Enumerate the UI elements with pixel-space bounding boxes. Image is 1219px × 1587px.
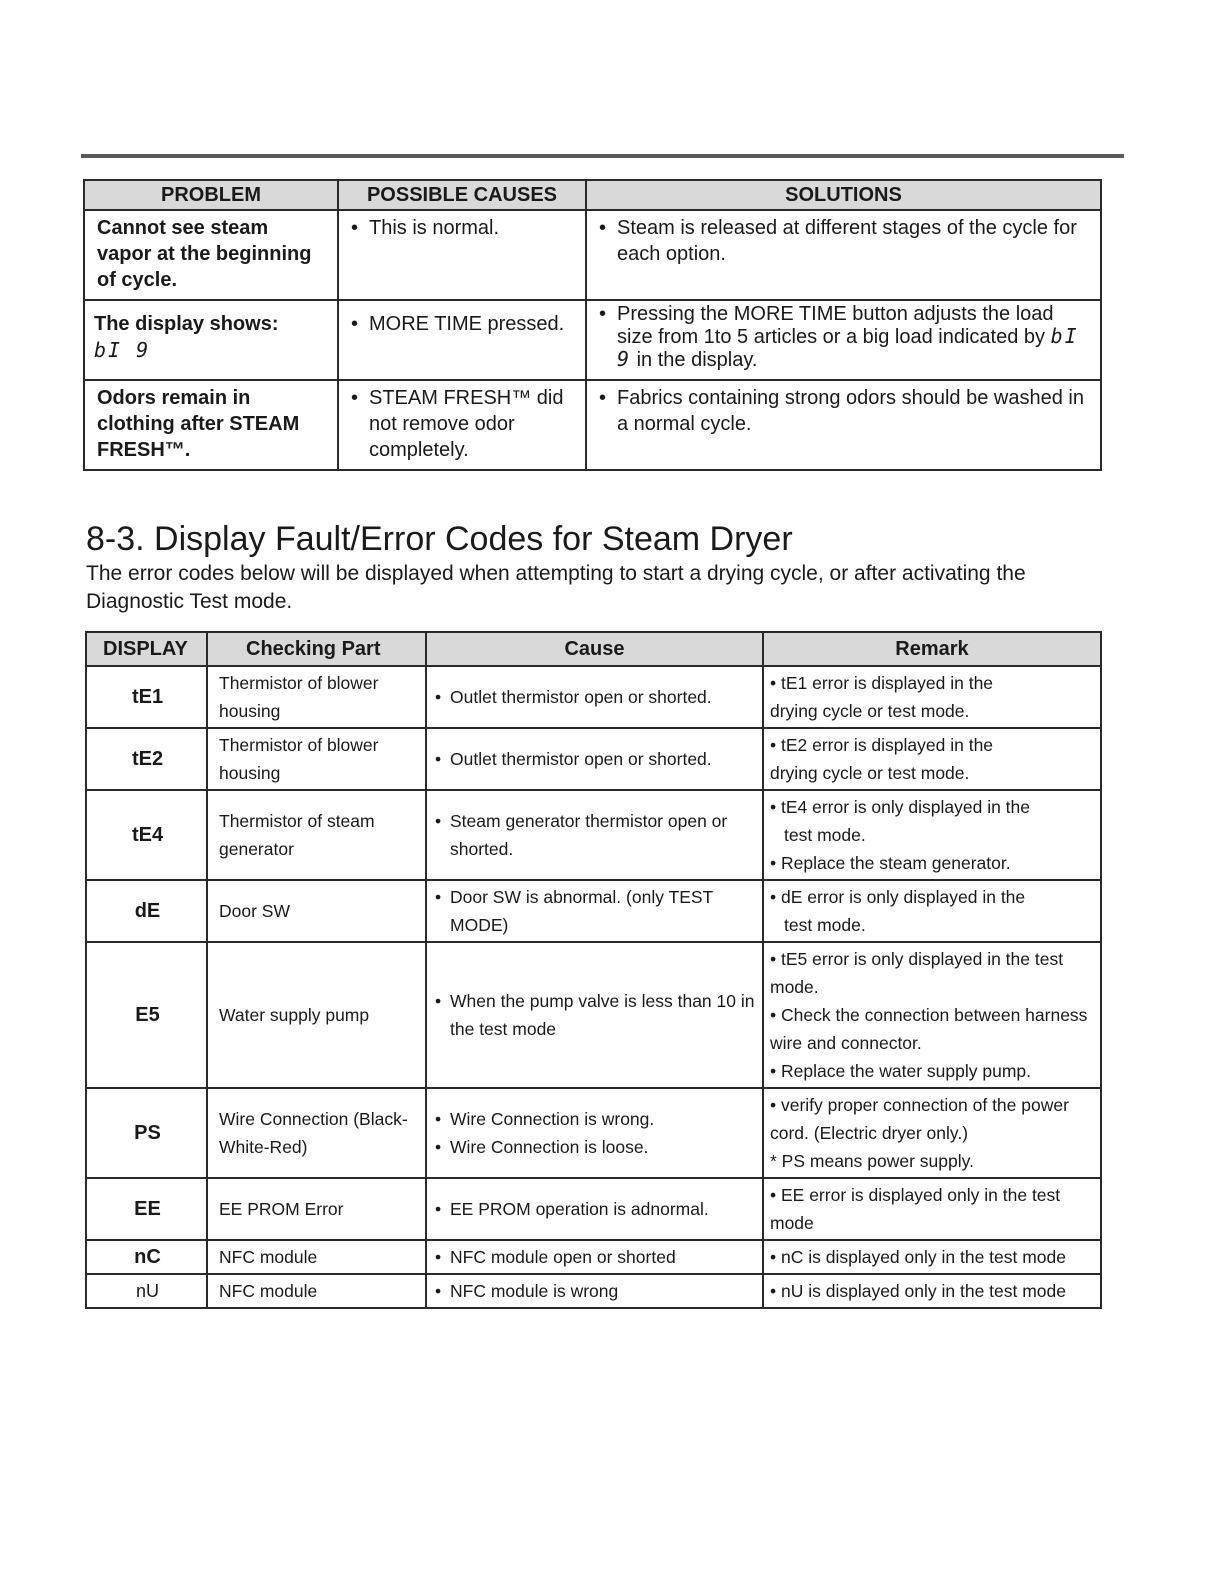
cause-text: Wire Connection is loose.	[450, 1137, 649, 1157]
checking-part-cell: Wire Connection (Black-White-Red)	[207, 1088, 426, 1178]
checking-part-cell: NFC module	[207, 1240, 426, 1274]
table-row	[86, 1088, 1101, 1178]
remark-text: • tE1 error is displayed in the	[770, 673, 994, 693]
problem-cell: Odors remain in clothing after STEAM FRESH™.	[84, 380, 338, 470]
remark-cell	[763, 1178, 1101, 1240]
table-row	[86, 1240, 1101, 1274]
error-code-cell: tE2	[86, 728, 207, 790]
segment-display-readout: bI 9	[94, 338, 151, 362]
cause-item	[435, 1105, 756, 1133]
table-row	[86, 880, 1101, 942]
cause-text: EE PROM operation is adnormal.	[450, 1199, 709, 1219]
checking-part-cell: EE PROM Error	[207, 1178, 426, 1240]
cause-cell	[338, 300, 586, 380]
remark-text: • tE5 error is only displayed in the test mode.	[770, 949, 1064, 997]
cause-text: Wire Connection is wrong.	[450, 1109, 655, 1129]
problem-cell	[84, 300, 338, 380]
checking-part-cell: Thermistor of steam generator	[207, 790, 426, 880]
header-checking-part: Checking Part	[207, 632, 426, 666]
cause-text: Outlet thermistor open or shorted.	[450, 749, 712, 769]
remark-text: • tE2 error is displayed in the	[770, 735, 994, 755]
table-row	[86, 1274, 1101, 1308]
cause-item	[435, 745, 756, 773]
remark-text: drying cycle or test mode.	[770, 763, 970, 783]
header-solutions: SOLUTIONS	[586, 180, 1101, 210]
cause-text: When the pump valve is less than 10 in the test mode	[450, 991, 755, 1039]
solution-text: Fabrics containing strong odors should be washed in a normal cycle.	[617, 387, 1084, 435]
bullet-icon: •	[435, 1137, 442, 1157]
remark-text: • tE4 error is only displayed in the	[770, 797, 1031, 817]
error-codes-header-row	[86, 632, 1101, 666]
cause-item	[435, 1133, 756, 1161]
cause-cell	[426, 1088, 763, 1178]
error-code-cell: nU	[86, 1274, 207, 1308]
bullet-icon: •	[599, 217, 607, 239]
cause-text: MORE TIME pressed.	[369, 313, 565, 335]
remark-text: • nU is displayed only in the test mode	[770, 1281, 1067, 1301]
remark-text: * PS means power supply.	[770, 1151, 974, 1171]
cause-text: Door SW is abnormal. (only TEST MODE)	[450, 887, 713, 935]
solution-text: Steam is released at different stages of the cycle for each option.	[617, 217, 1077, 265]
solution-text	[617, 303, 1090, 371]
checking-part-cell: Thermistor of blower housing	[207, 666, 426, 728]
checking-part-cell: NFC module	[207, 1274, 426, 1308]
problem-text: The display shows:	[94, 313, 279, 335]
solution-cell	[586, 300, 1101, 380]
bullet-icon: •	[435, 749, 442, 769]
section-intro: The error codes below will be displayed when attempting to start a drying cycle, or after activating the Diagnostic Test mode.	[86, 562, 1026, 613]
table-row	[86, 790, 1101, 880]
cause-item	[435, 807, 756, 863]
remark-text: test mode.	[784, 915, 866, 935]
cause-text: Steam generator thermistor open or shorted.	[450, 811, 728, 859]
problem-cell: Cannot see steam vapor at the beginning of cycle.	[84, 210, 338, 300]
top-rule	[81, 154, 1124, 158]
cause-cell	[426, 1274, 763, 1308]
cause-cell	[338, 380, 586, 470]
solution-cell	[586, 210, 1101, 300]
header-problem: PROBLEM	[84, 180, 338, 210]
cause-cell	[426, 728, 763, 790]
table-row	[86, 1178, 1101, 1240]
bullet-icon: •	[435, 1109, 442, 1129]
cause-item	[435, 683, 756, 711]
cause-cell	[426, 1178, 763, 1240]
section-title: 8-3. Display Fault/Error Codes for Steam Dryer	[86, 520, 793, 558]
remark-text: drying cycle or test mode.	[770, 701, 970, 721]
error-code-cell: EE	[86, 1178, 207, 1240]
error-code-cell: E5	[86, 942, 207, 1088]
table-row	[86, 728, 1101, 790]
checking-part-cell: Thermistor of blower housing	[207, 728, 426, 790]
solution-text-part: Pressing the MORE TIME button adjusts the load size from 1to 5 articles or a big load indicated by	[617, 303, 1054, 348]
remark-text: test mode.	[784, 825, 866, 845]
header-remark: Remark	[763, 632, 1101, 666]
bullet-icon: •	[435, 887, 442, 907]
error-codes-body	[86, 666, 1101, 1308]
troubleshooting-table	[83, 179, 1102, 471]
remark-cell	[763, 1274, 1101, 1308]
error-codes-table	[85, 631, 1102, 1309]
cause-cell	[426, 790, 763, 880]
cause-cell	[426, 942, 763, 1088]
table-row	[86, 942, 1101, 1088]
table-row	[84, 300, 1101, 380]
cause-text: This is normal.	[369, 217, 500, 239]
remark-cell	[763, 880, 1101, 942]
table-row	[84, 380, 1101, 470]
cause-text: STEAM FRESH™ did not remove odor completely.	[369, 387, 564, 461]
cause-item	[435, 1277, 756, 1305]
solution-cell	[586, 380, 1101, 470]
remark-text: • Replace the water supply pump.	[770, 1061, 1031, 1081]
bullet-icon: •	[351, 313, 359, 335]
cause-cell	[426, 666, 763, 728]
bullet-icon: •	[351, 387, 359, 409]
table-row	[84, 210, 1101, 300]
error-code-cell: tE1	[86, 666, 207, 728]
remark-cell	[763, 728, 1101, 790]
bullet-icon: •	[435, 1281, 442, 1301]
bullet-icon: •	[435, 991, 442, 1011]
solution-text-part: in the display.	[636, 349, 758, 371]
remark-text: • Check the connection between harness wire and connector.	[770, 1005, 1088, 1053]
cause-item	[435, 1195, 756, 1223]
remark-text: • verify proper connection of the power cord. (Electric dryer only.)	[770, 1095, 1069, 1143]
bullet-icon: •	[351, 217, 359, 239]
cause-cell	[426, 880, 763, 942]
remark-cell	[763, 942, 1101, 1088]
remark-cell	[763, 1240, 1101, 1274]
segment-display-readout: bI 9	[617, 324, 1079, 371]
checking-part-cell: Water supply pump	[207, 942, 426, 1088]
error-code-cell: dE	[86, 880, 207, 942]
cause-cell	[338, 210, 586, 300]
bullet-icon: •	[435, 1199, 442, 1219]
error-code-cell: PS	[86, 1088, 207, 1178]
header-cause: Cause	[426, 632, 763, 666]
remark-text: • dE error is only displayed in the	[770, 887, 1026, 907]
header-display: DISPLAY	[86, 632, 207, 666]
error-code-cell: nC	[86, 1240, 207, 1274]
cause-text: NFC module is wrong	[450, 1281, 619, 1301]
error-code-cell: tE4	[86, 790, 207, 880]
bullet-icon: •	[599, 387, 607, 409]
bullet-icon: •	[435, 687, 442, 707]
bullet-icon: •	[435, 811, 442, 831]
troubleshooting-header-row	[84, 180, 1101, 210]
cause-cell	[426, 1240, 763, 1274]
cause-text: Outlet thermistor open or shorted.	[450, 687, 712, 707]
remark-text: • Replace the steam generator.	[770, 853, 1011, 873]
remark-cell	[763, 790, 1101, 880]
remark-text: • EE error is displayed only in the test mode	[770, 1185, 1061, 1233]
remark-cell	[763, 1088, 1101, 1178]
bullet-icon: •	[435, 1247, 442, 1267]
cause-item	[435, 987, 756, 1043]
remark-text: • nC is displayed only in the test mode	[770, 1247, 1067, 1267]
bullet-icon: •	[599, 303, 607, 325]
cause-item	[435, 1243, 756, 1271]
cause-item	[435, 883, 756, 939]
checking-part-cell: Door SW	[207, 880, 426, 942]
cause-text: NFC module open or shorted	[450, 1247, 676, 1267]
table-row	[86, 666, 1101, 728]
header-possible-causes: POSSIBLE CAUSES	[338, 180, 586, 210]
remark-cell	[763, 666, 1101, 728]
